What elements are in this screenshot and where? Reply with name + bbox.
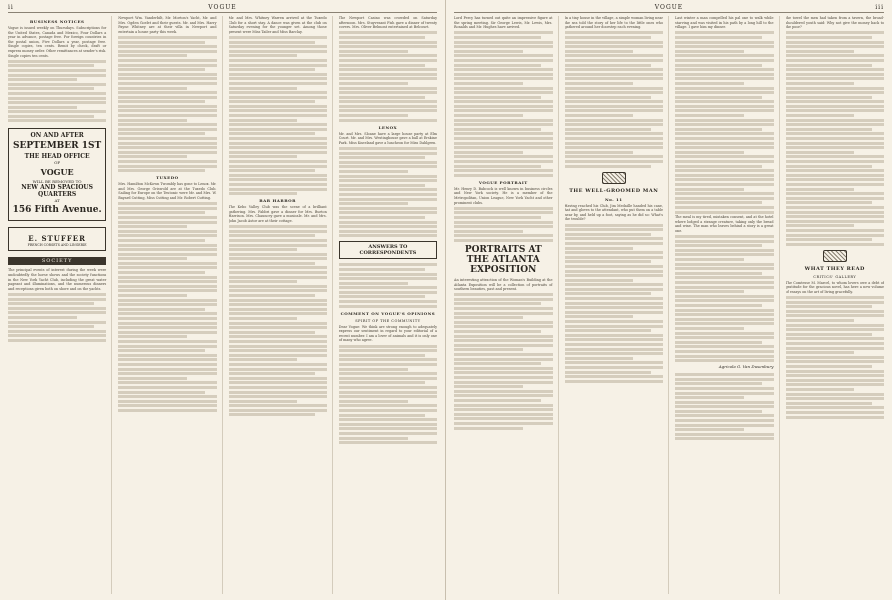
society-banner: SOCIETY [8,257,106,265]
vogue-portrait-text: Mr. Henry D. Babcock is well known in business circles and New York society. He is a member of the Metropolitan, Union League, New York Yacht and other prominent clubs. [454,186,553,205]
comment-heading: COMMENT ON VOGUE'S OPINIONS [340,310,436,316]
business-notices-text: Vogue is issued weekly on Thursdays. Subscriptions for the United States, Canada and Mexico, Four Dollars a year in advance, postage free. For foreign countries in the postal union, Five Dollars a year, postage free. Single copies, ten cents. Remit by check, draft or express money order. Other remittances at sender's risk. Single copies ten cents. [8,26,107,58]
text-filler [454,293,553,429]
tuxedo-text: Mrs. Hamilton McKown Twombly has gone to Lenox. Mr. and Mrs. George Griswold are at the Tuxedo Club. Sailing for Europe on the Teutonic were Mr. and Mrs. W. Bayard Cutting, Miss Cutting and Mr. Robert Cutting. [118,182,217,200]
ad-line-at: AT [54,198,60,204]
portraits-atlanta-heading: PORTRAITS AT THE ATLANTA EXPOSITION [464,244,542,275]
running-head-left [8,4,437,13]
text-filler [8,60,106,123]
bar-harbor-heading: BAR HARBOR [259,198,296,204]
text-filler [454,31,553,176]
text-filler [786,31,885,245]
lord-percy-text: Lord Percy has turned out quite an impressive figure at the spring meeting. Sir George Lewis, Mr. Lewis, Mrs. Ronalds and Mr. Hughes have arrived. [454,16,553,30]
ad-line-head-office: THE HEAD OFFICE [24,153,90,161]
left-columns [8,16,437,594]
towel-story-text: the towel the men had taken from a tavern, the broad-shouldered youth said: Why not give the money back to the poor? [785,16,884,30]
text-filler [565,31,664,167]
text-filler [229,36,327,195]
well-groomed-heading: THE WELL-GROOMED MAN [569,187,659,194]
left-column-3 [229,16,333,594]
society-text: The principal events of interest during the week were undoubtedly the horse shows and the society functions in the New York Yacht Club, including the great water pageant and illuminations, and the numerous dinners and receptions given both on shore and on the yachts. [8,268,107,291]
stuffer-ad-sub: FRENCH CORSETS AND LINGERIE [27,243,87,248]
text-filler [675,373,774,440]
right-columns [454,16,884,594]
author-signature: Agricola G. Van Dusenbury [718,364,774,370]
text-filler [675,235,774,362]
comment-text: Dear Vogue: We think are strong enough to adequately express our sentiment in regard to your editorial of a recent number. I am a lover of animals and it is only one of many who agree. [338,324,437,343]
text-filler [118,36,216,172]
vogue-portrait-heading: VOGUE PORTRAIT [478,179,528,185]
ad-line-address: 156 Fifth Avenue. [12,205,102,216]
text-filler [565,224,664,383]
text-filler [229,225,327,416]
newport-text: Newport Wm. Vanderbilt, Mr. Morton's Yacht, Mr. and Mrs. Ogden Goelet and their guests. Mr. and Mrs. Harry Payne Whitney are at their villa in Newport and entertain a house party this week. [118,16,217,34]
page-number-right: iii [875,4,884,11]
text-filler [675,31,774,213]
bar-harbor-text: The Kebo Valley Club was the scene of a brilliant gathering. Mrs. Fabbri gave a dinner for Mrs. Burton Harrison. Mrs. Chauncey gave a musicale. Mr. and Mrs. John Jacob Astor are at their cottage. [228,205,327,223]
well-groomed-number: No. 11 [604,196,623,202]
ad-line-on-and-after: ON AND AFTER [30,132,84,140]
right-column-3 [675,16,780,594]
left-column-1 [8,16,112,594]
text-filler [118,202,216,412]
text-filler [8,293,106,342]
running-head-title-right: VOGUE [654,4,684,11]
stuffer-ad [8,227,106,251]
well-groomed-text: Having reached his Club, Jim Medaille handed his cane, hat and gloves to the attendant, who put them on a table near by, and held up a foot, saying as he did so: What's the trouble? [564,203,663,222]
casino-text: The Newport Casino was crowded on Saturday afternoon. Mrs. Stuyvesant Fish gave a dinner of twenty covers. Mrs. Oliver Belmont entertained at Belcourt. [338,16,437,30]
what-they-read-subheading: CRITICS' GALLERY [813,274,857,279]
ad-line-date: SEPTEMBER 1ST [13,141,102,152]
page-number-left: ii [8,4,14,11]
well-groomed-ornament [565,172,664,184]
business-notices-heading: BUSINESS NOTICES [29,19,85,24]
ad-line-will-be-removed: WILL BE REMOVED TO [32,179,82,185]
what-they-read-ornament [786,250,885,262]
winter-walk-text: Last winter a man compelled his pal one to walk while starving and was visited in his path by a long hill to the village. I gave him my dinner. [675,16,774,30]
lenox-heading: LENOX [378,124,398,130]
tuxedo-heading: TUXEDO [156,175,179,181]
ad-line-quarters: NEW AND SPACIOUS QUARTERS [21,184,93,199]
village-story-text: In a tiny house in the village, a simple woman living near the sea told the story of her life to the little ones who gathered around her doorstep each evening. [564,16,663,30]
portraits-atlanta-text: An interesting attraction of the Woman's Building at the Atlanta Exposition will be a collection of portraits of southern beauties, past and present. [454,277,553,292]
stuffer-ad-name: E. STUFFER [28,234,86,244]
right-page [446,0,892,600]
right-column-1 [454,16,559,594]
right-column-2 [565,16,670,594]
right-column-4 [786,16,885,594]
hotel-story-text: The meal is my tired, mistaken consent, and at the hotel where lodged a strange creature, taking only the bread and wine. The man who leaves behind a story is a great one. [675,215,774,233]
what-they-read-heading: WHAT THEY READ [804,265,865,272]
text-filler [339,263,437,307]
text-filler [339,31,437,121]
running-head-title-left: VOGUE [208,4,237,11]
office-removal-ad [8,128,106,221]
text-filler [454,207,553,242]
what-they-read-text: The Comtesse M. Marcel, to whom lovers owe a debt of gratitude for the gracious novel, has here a new volume of essays on the art of living gracefully. [785,280,884,294]
text-filler [339,147,437,237]
lenox-text: Mr. and Mrs. Sloane have a large house party at Elm Court. Mr. and Mrs. Westinghouse gave a ball at Erskine Park. Miss Kneeland gave a luncheon for Miss Dahlgren. [338,131,437,145]
text-filler [786,296,885,418]
comment-subheading: SPIRIT OF THE COMMUNITY [355,318,421,323]
running-head-right [454,4,884,13]
text-filler [339,345,437,444]
answers-to-correspondents-banner: ANSWERS TO CORRESPONDENTS [339,241,437,259]
left-column-4 [339,16,437,594]
ad-line-vogue: VOGUE [40,167,74,178]
ad-line-of: OF [54,160,61,166]
tuxedo-club-text: Mr. and Mrs. Whitney Warren arrived at the Tuxedo Club for a short stay. A dance was given at the club on Saturday evening for the younger set. Among those present were Miss Tailer and Miss Barclay. [228,16,327,34]
left-column-2 [118,16,222,594]
